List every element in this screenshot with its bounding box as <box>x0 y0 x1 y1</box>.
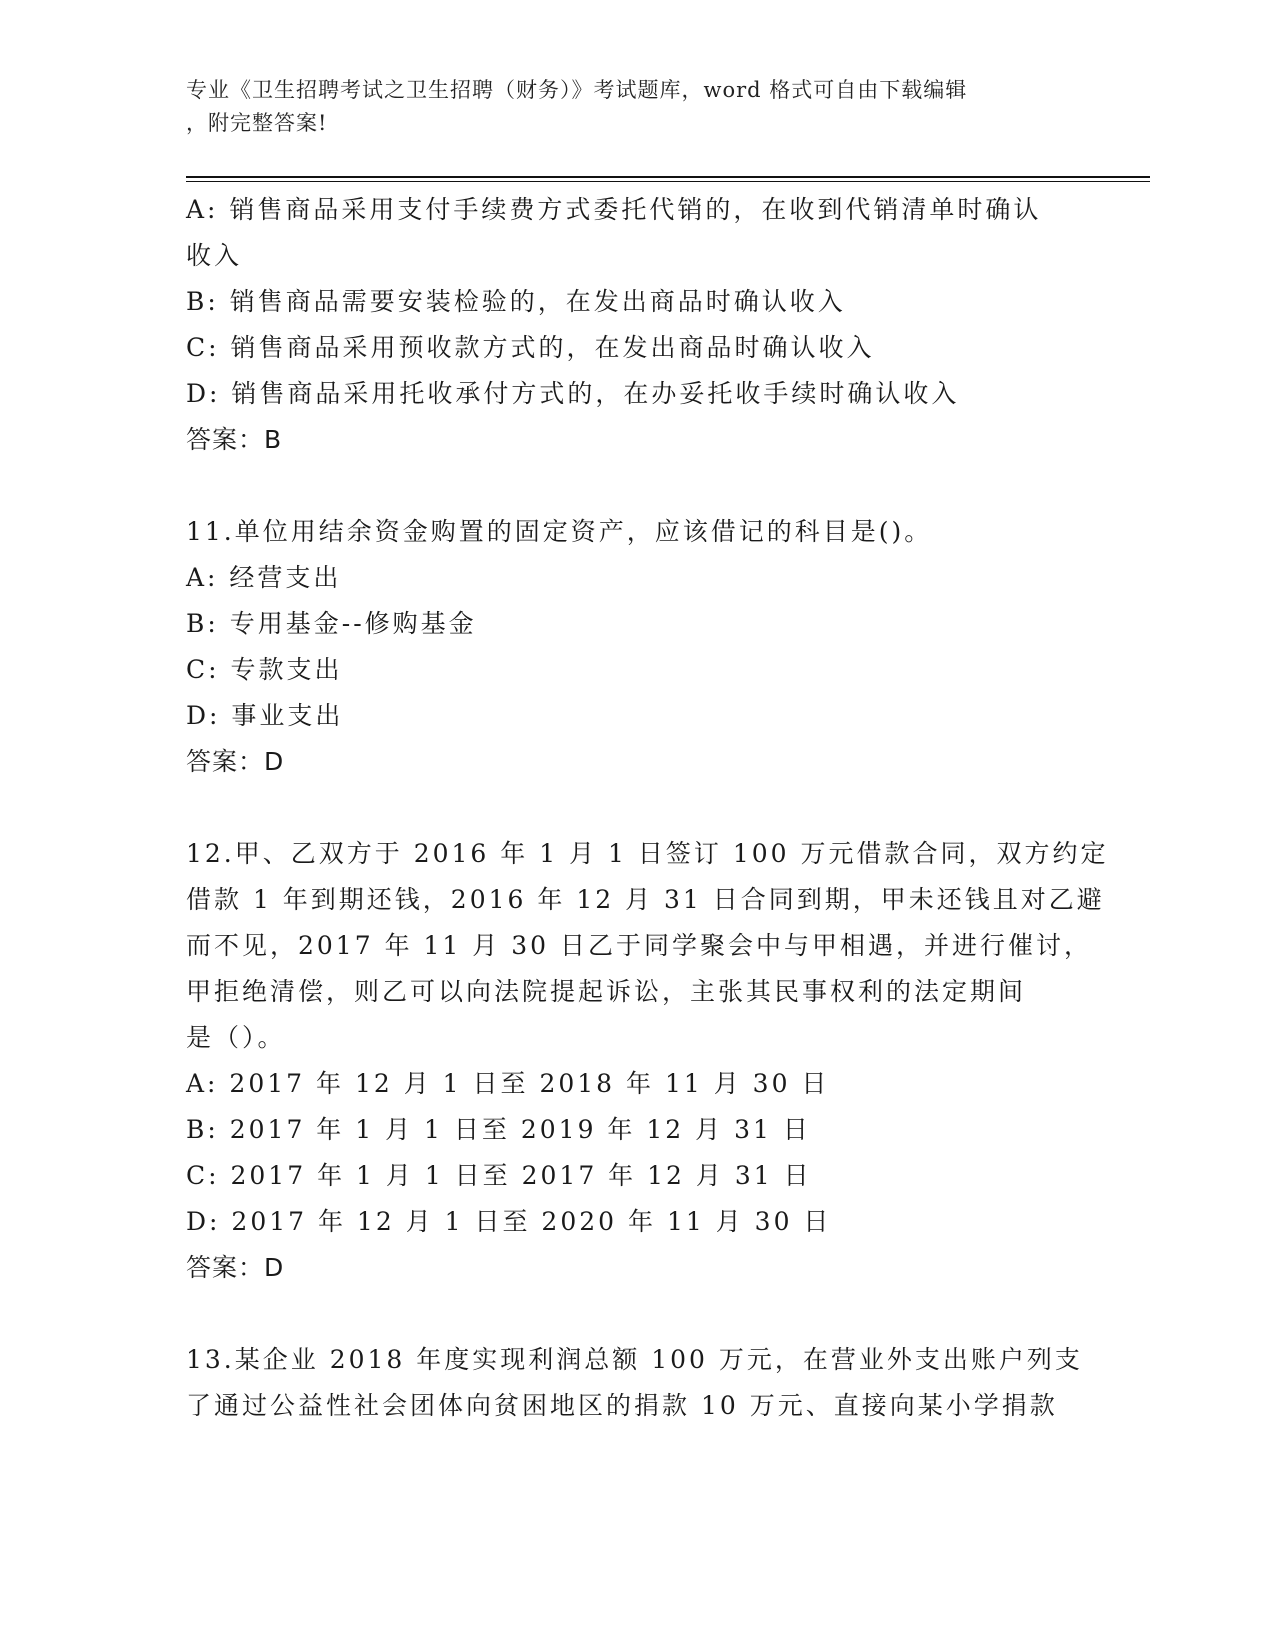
q10-answer: 答案：B <box>186 425 283 454</box>
header-divider-thick <box>186 176 1150 178</box>
q12-stem-line-1: 12.甲、乙双方于 2016 年 1 月 1 日签订 100 万元借款合同，双方约定 <box>186 839 1109 868</box>
question-content <box>186 187 1109 1429</box>
q13-stem-line-2: 了通过公益性社会团体向贫困地区的捐款 10 万元、直接向某小学捐款 <box>186 1391 1058 1420</box>
header-divider-thin <box>186 181 1150 182</box>
q12-option-a: A: 2017 年 12 月 1 日至 2018 年 11 月 30 日 <box>186 1069 830 1098</box>
q13-stem-line-1: 13.某企业 2018 年度实现利润总额 100 万元，在营业外支出账户列支 <box>186 1345 1083 1374</box>
header-title-line-1: 专业《卫生招聘考试之卫生招聘（财务）》考试题库，word 格式可自由下载编辑 <box>186 78 968 102</box>
q10-option-d: D: 销售商品采用托收承付方式的，在办妥托收手续时确认收入 <box>186 379 960 408</box>
question-12-block <box>186 831 1109 1291</box>
q12-answer: 答案：D <box>186 1253 285 1282</box>
header-title-line-2: ，附完整答案! <box>186 111 328 135</box>
q11-option-a: A: 经营支出 <box>186 563 342 592</box>
q10-option-a-line-1: A: 销售商品采用支付手续费方式委托代销的，在收到代销清单时确认 <box>186 195 1042 224</box>
q12-option-d: D: 2017 年 12 月 1 日至 2020 年 11 月 30 日 <box>186 1207 832 1236</box>
q10-option-b: B: 销售商品需要安装检验的，在发出商品时确认收入 <box>186 287 846 316</box>
q12-stem-line-4: 甲拒绝清偿，则乙可以向法院提起诉讼，主张其民事权利的法定期间 <box>186 977 1027 1006</box>
q12-option-b: B: 2017 年 1 月 1 日至 2019 年 12 月 31 日 <box>186 1115 811 1144</box>
q12-stem-line-3: 而不见，2017 年 11 月 30 日乙于同学聚会中与甲相遇，并进行催讨， <box>186 931 1092 960</box>
q11-option-b: B: 专用基金--修购基金 <box>186 609 477 638</box>
question-10-block <box>186 187 1086 463</box>
q12-option-c: C: 2017 年 1 月 1 日至 2017 年 12 月 31 日 <box>186 1161 812 1190</box>
q11-stem: 11.单位用结余资金购置的固定资产，应该借记的科目是()。 <box>186 517 933 546</box>
q10-option-a-line-2: 收入 <box>186 241 243 270</box>
spacer <box>186 785 1086 831</box>
q12-stem-line-2: 借款 1 年到期还钱，2016 年 12 月 31 日合同到期，甲未还钱且对乙避 <box>186 885 1105 914</box>
document-header <box>186 74 1086 140</box>
q11-option-c: C: 专款支出 <box>186 655 343 684</box>
q12-stem-line-5: 是（）。 <box>186 1023 286 1052</box>
spacer <box>186 1291 1086 1337</box>
q11-answer: 答案：D <box>186 747 285 776</box>
q11-option-d: D: 事业支出 <box>186 701 344 730</box>
question-11-block <box>186 509 1086 785</box>
q10-option-c: C: 销售商品采用预收款方式的，在发出商品时确认收入 <box>186 333 875 362</box>
question-13-block <box>186 1337 1086 1429</box>
spacer <box>186 463 1086 509</box>
